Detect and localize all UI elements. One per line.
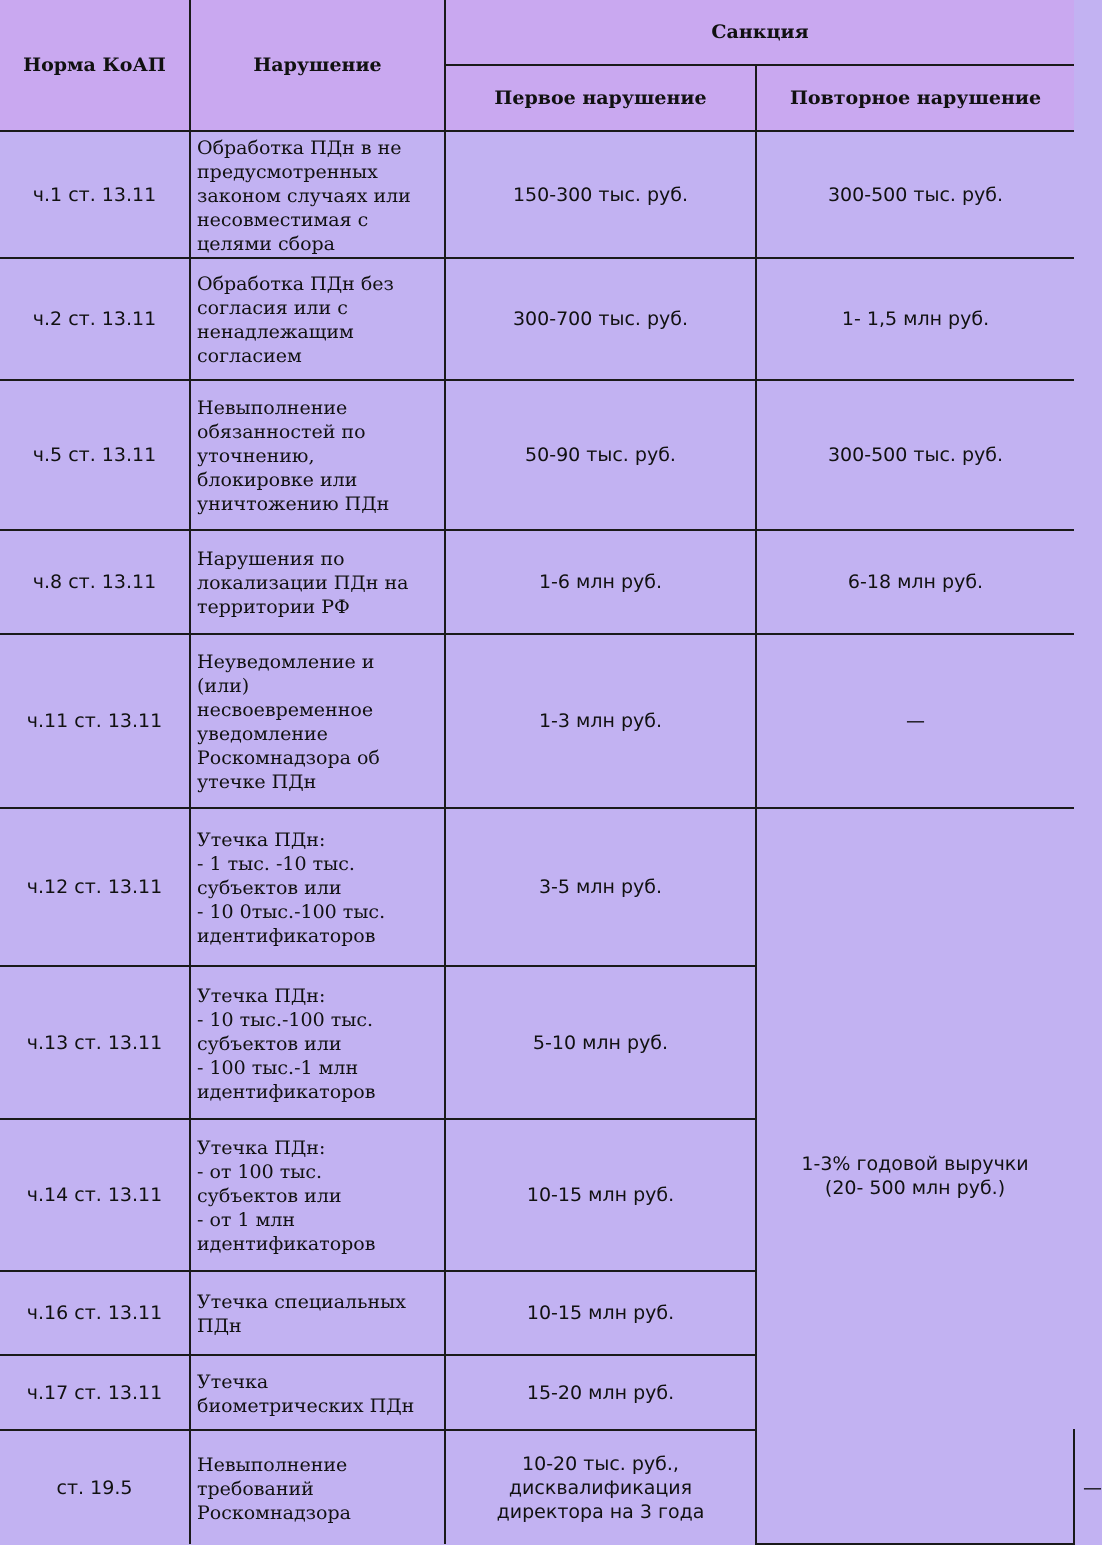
first-sanction-cell: 1-6 млн руб.: [445, 530, 756, 634]
first-sanction-cell: 50-90 тыс. руб.: [445, 380, 756, 530]
violation-cell: Невыполнение обязанностей по уточнению, блокировке или уничтожению ПДн: [190, 380, 445, 530]
first-sanction-cell: 1-3 млн руб.: [445, 634, 756, 808]
first-sanction-cell: 3-5 млн руб.: [445, 808, 756, 966]
norm-cell: ст. 19.5: [0, 1430, 190, 1544]
norm-cell: ч.5 ст. 13.11: [0, 380, 190, 530]
merged-repeat-sanction-cell: 1-3% годовой выручки (20- 500 млн руб.): [756, 808, 1074, 1544]
header-repeat-violation: Повторное нарушение: [756, 65, 1074, 131]
violation-cell: Обработка ПДн в не предусмотренных законом случаях или несовместимая с целями сбора: [190, 131, 445, 258]
first-sanction-cell: 5-10 млн руб.: [445, 966, 756, 1119]
header-sanction: Санкция: [445, 0, 1074, 65]
table-row: [0, 258, 1074, 380]
first-sanction-cell: 10-20 тыс. руб., дисквалификация директора на 3 года: [445, 1430, 756, 1544]
repeat-sanction-cell: 300-500 тыс. руб.: [756, 131, 1074, 258]
norm-cell: ч.8 ст. 13.11: [0, 530, 190, 634]
header-norm: Норма КоАП: [0, 0, 190, 131]
table-row: [0, 380, 1074, 530]
repeat-sanction-cell: 300-500 тыс. руб.: [756, 380, 1074, 530]
norm-cell: ч.11 ст. 13.11: [0, 634, 190, 808]
violation-cell: Нарушения по локализации ПДн на территории РФ: [190, 530, 445, 634]
repeat-sanction-cell: 1- 1,5 млн руб.: [756, 258, 1074, 380]
norm-cell: ч.13 ст. 13.11: [0, 966, 190, 1119]
norm-cell: ч.16 ст. 13.11: [0, 1271, 190, 1355]
violation-cell: Утечка ПДн: - от 100 тыс. субъектов или - от 1 млн идентификаторов: [190, 1119, 445, 1271]
first-sanction-cell: 15-20 млн руб.: [445, 1355, 756, 1430]
violation-cell: Утечка специальных ПДн: [190, 1271, 445, 1355]
first-sanction-cell: 10-15 млн руб.: [445, 1119, 756, 1271]
header-violation: Нарушение: [190, 0, 445, 131]
violation-cell: Обработка ПДн без согласия или с ненадлежащим согласием: [190, 258, 445, 380]
first-sanction-cell: 300-700 тыс. руб.: [445, 258, 756, 380]
norm-cell: ч.17 ст. 13.11: [0, 1355, 190, 1430]
table-row: [0, 530, 1074, 634]
header-first-violation: Первое нарушение: [445, 65, 756, 131]
repeat-sanction-cell: —: [756, 634, 1074, 808]
norm-cell: ч.2 ст. 13.11: [0, 258, 190, 380]
violation-cell: Утечка ПДн: - 10 тыс.-100 тыс. субъектов или - 100 тыс.-1 млн идентификаторов: [190, 966, 445, 1119]
norm-cell: ч.12 ст. 13.11: [0, 808, 190, 966]
first-sanction-cell: 150-300 тыс. руб.: [445, 131, 756, 258]
table-row: [0, 808, 1074, 966]
repeat-sanction-cell: 6-18 млн руб.: [756, 530, 1074, 634]
table-row: [0, 634, 1074, 808]
first-sanction-cell: 10-15 млн руб.: [445, 1271, 756, 1355]
norm-cell: ч.1 ст. 13.11: [0, 131, 190, 258]
violation-cell: Неуведомление и (или) несвоевременное уведомление Роскомнадзора об утечке ПДн: [190, 634, 445, 808]
norm-cell: ч.14 ст. 13.11: [0, 1119, 190, 1271]
violation-cell: Невыполнение требований Роскомнадзора: [190, 1430, 445, 1544]
violation-cell: Утечка ПДн: - 1 тыс. -10 тыс. субъектов или - 10 0тыс.-100 тыс. идентификаторов: [190, 808, 445, 966]
violation-cell: Утечка биометрических ПДн: [190, 1355, 445, 1430]
table-row: [0, 131, 1074, 258]
table-row: ст. 19.5 Невыполнение требований Роскомнадзора 10-20 тыс. руб., дисквалификация директора на 3 года —: [0, 1430, 1074, 1544]
